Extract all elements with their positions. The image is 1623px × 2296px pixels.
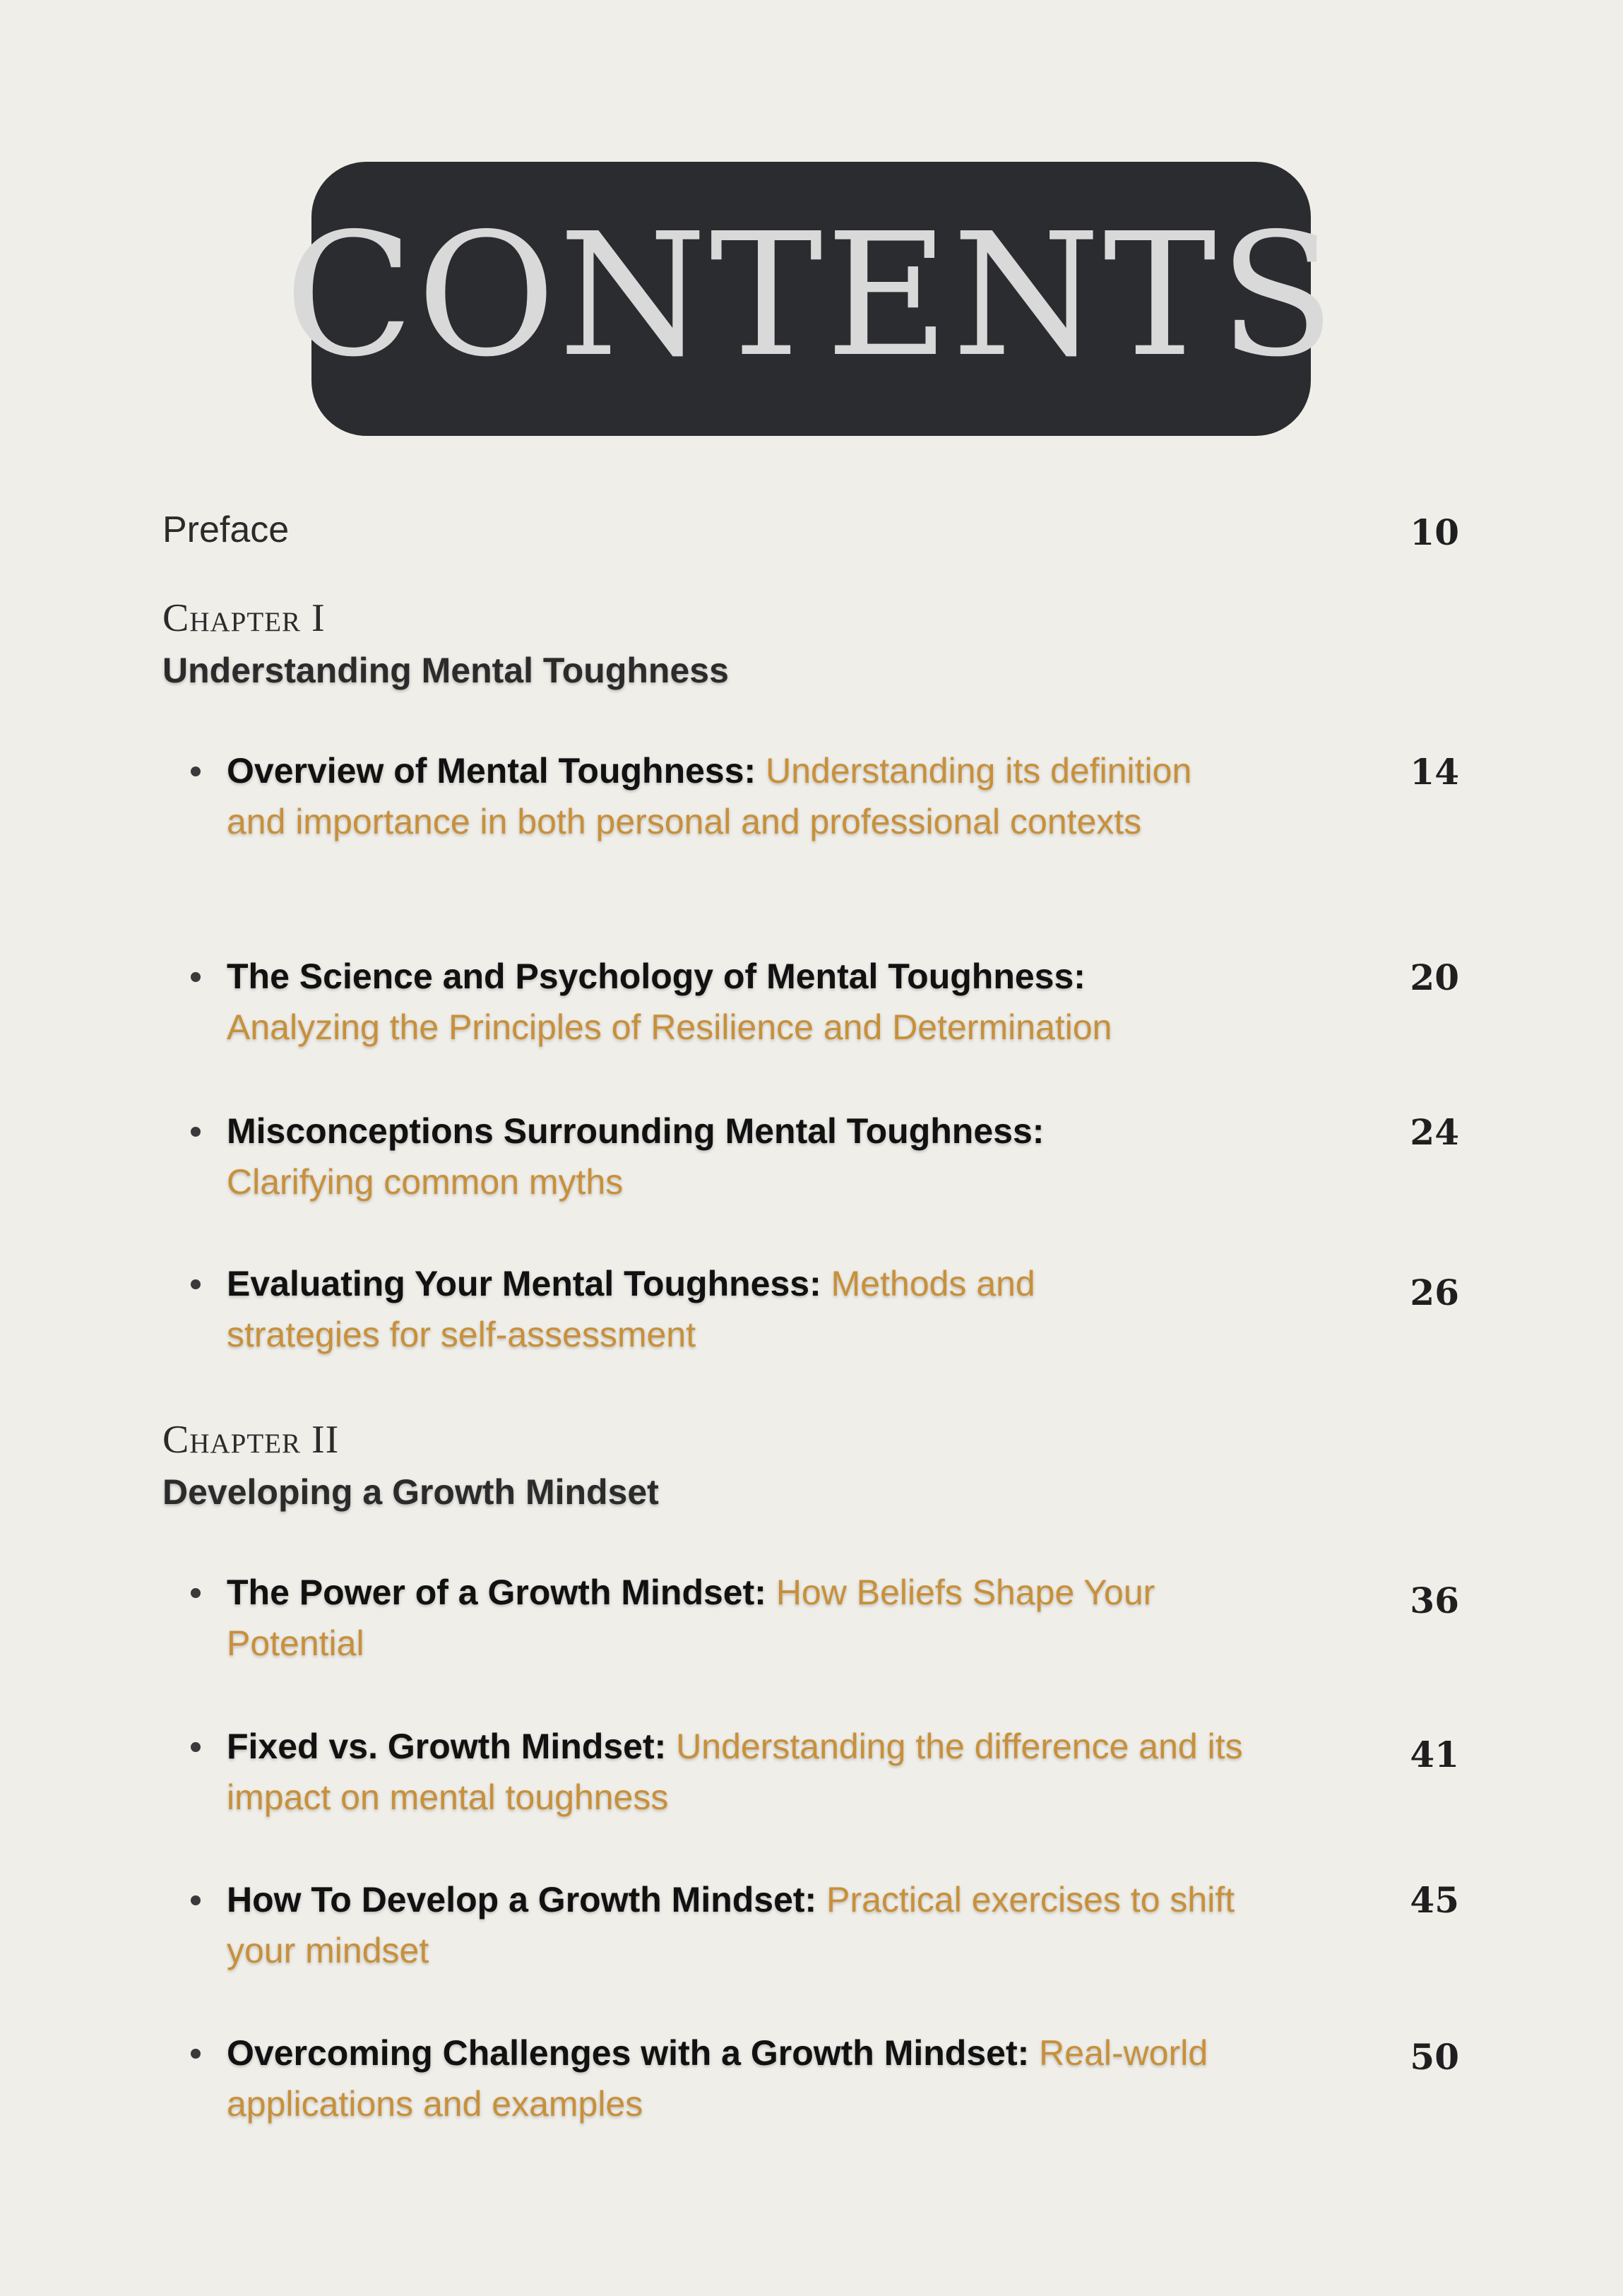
entry-page-number: 20 xyxy=(1410,957,1459,998)
toc-entry[interactable] xyxy=(191,1258,1307,1360)
chapter-label-2: Chapter II xyxy=(162,1418,340,1462)
contents-header xyxy=(284,162,1338,436)
bullet-icon xyxy=(191,1127,201,1137)
bullet-icon xyxy=(191,1279,201,1289)
toc-entry[interactable] xyxy=(191,2028,1307,2129)
toc-entry[interactable] xyxy=(191,1567,1307,1669)
entry-page-number: 14 xyxy=(1410,751,1459,793)
entry-title: Misconceptions Surrounding Mental Toughness: xyxy=(227,1111,1045,1151)
entry-description: Understanding the difference and its impact on mental toughness xyxy=(227,1727,1243,1817)
entry-description: Clarifying common myths xyxy=(227,1162,624,1202)
toc-entry[interactable] xyxy=(191,951,1307,1053)
entry-description: Analyzing the Principles of Resilience and Determination xyxy=(227,1007,1112,1047)
entry-title: How To Develop a Growth Mindset: xyxy=(227,1880,817,1919)
entry-page-number: 26 xyxy=(1410,1272,1459,1313)
entry-description: Understanding its definition and importance in both personal and professional contexts xyxy=(227,751,1192,841)
chapter-title-2[interactable]: Developing a Growth Mindset xyxy=(162,1472,659,1512)
bullet-icon xyxy=(191,1742,201,1752)
bullet-icon xyxy=(191,1895,201,1905)
entry-title: Overview of Mental Toughness: xyxy=(227,751,756,791)
bullet-icon xyxy=(191,2049,201,2059)
entry-description: Real-world applications and examples xyxy=(227,2033,1208,2124)
entry-description: How Beliefs Shape Your Potential xyxy=(227,1573,1155,1663)
preface-page-number: 10 xyxy=(1410,511,1459,553)
toc-entry[interactable] xyxy=(191,1106,1307,1207)
preface-label: Preface xyxy=(162,509,290,550)
bullet-icon xyxy=(191,1588,201,1598)
page-title: CONTENTS xyxy=(284,196,1338,394)
entry-description: Methods and strategies for self-assessment xyxy=(227,1264,1035,1354)
bullet-icon xyxy=(191,972,201,982)
entry-page-number: 50 xyxy=(1410,2036,1459,2078)
entry-page-number: 45 xyxy=(1410,1879,1459,1921)
entry-page-number: 24 xyxy=(1410,1111,1459,1153)
bullet-icon xyxy=(191,767,201,776)
entry-page-number: 41 xyxy=(1410,1734,1459,1775)
toc-entry[interactable] xyxy=(191,1874,1307,1976)
entry-title: Evaluating Your Mental Toughness: xyxy=(227,1264,821,1303)
chapter-title-1[interactable]: Understanding Mental Toughness xyxy=(162,651,729,690)
entry-title: Fixed vs. Growth Mindset: xyxy=(227,1727,667,1766)
entry-title: Overcoming Challenges with a Growth Mindset: xyxy=(227,2033,1030,2073)
entry-title: The Power of a Growth Mindset: xyxy=(227,1573,766,1612)
chapter-label-1: Chapter I xyxy=(162,596,326,640)
toc-entry[interactable] xyxy=(191,1721,1307,1823)
entry-title: The Science and Psychology of Mental Toughness: xyxy=(227,957,1086,996)
entry-description: Practical exercises to shift your mindset xyxy=(227,1880,1235,1970)
toc-entry[interactable] xyxy=(191,745,1307,847)
entry-page-number: 36 xyxy=(1410,1580,1459,1621)
